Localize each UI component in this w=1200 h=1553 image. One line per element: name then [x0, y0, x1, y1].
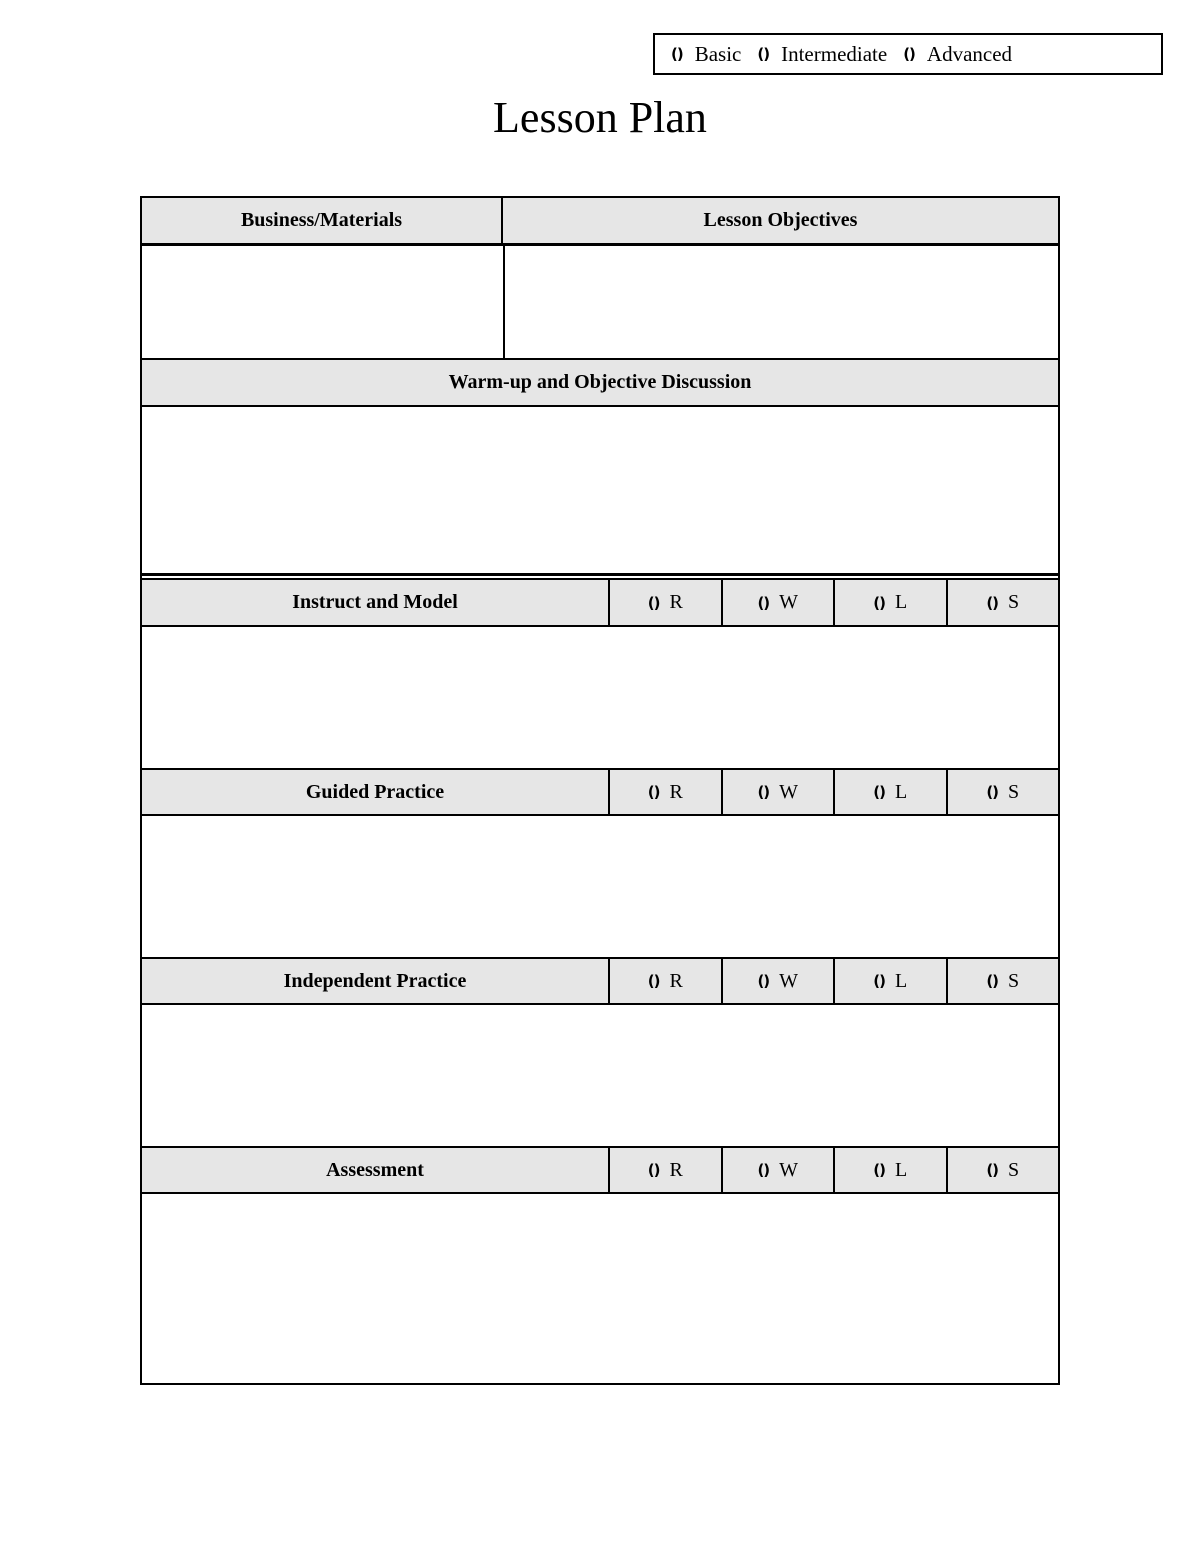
header-row-guided — [142, 770, 1058, 814]
independent-input[interactable] — [142, 1005, 1058, 1146]
guided-skill-w[interactable] — [721, 770, 834, 814]
assessment-skill-w[interactable] — [721, 1148, 834, 1192]
skill-label: L — [895, 591, 908, 613]
page-title: Lesson Plan — [493, 93, 707, 142]
proficiency-level-selector — [653, 33, 1163, 75]
guided-header: Guided Practice — [305, 780, 445, 803]
skill-label: L — [895, 1158, 908, 1181]
radio-icon[interactable]: () — [757, 1161, 770, 1179]
radio-icon[interactable]: () — [647, 972, 660, 990]
radio-icon[interactable]: () — [986, 1161, 999, 1179]
header-row-warmup — [142, 360, 1058, 405]
instruct-header: Instruct and Model — [292, 591, 458, 613]
skill-label: R — [669, 1158, 683, 1181]
independent-skill-r[interactable] — [608, 959, 721, 1003]
business-materials-header: Business/Materials — [142, 198, 503, 243]
skill-label: S — [1008, 1158, 1020, 1181]
header-row-instruct — [142, 580, 1058, 625]
radio-icon[interactable]: () — [757, 45, 770, 63]
assessment-skill-l[interactable] — [833, 1148, 946, 1192]
level-option-intermediate[interactable] — [757, 42, 887, 67]
skill-label: W — [779, 969, 799, 992]
skill-label: S — [1008, 969, 1020, 992]
independent-skill-w[interactable] — [721, 959, 834, 1003]
guided-input[interactable] — [142, 816, 1058, 957]
radio-icon[interactable]: () — [757, 972, 770, 990]
warmup-input[interactable] — [142, 407, 1058, 573]
assessment-skill-r[interactable] — [608, 1148, 721, 1192]
radio-icon[interactable]: () — [986, 783, 999, 801]
instruct-input[interactable] — [142, 627, 1058, 768]
assessment-header: Assessment — [326, 1158, 424, 1181]
radio-icon[interactable]: () — [647, 1161, 660, 1179]
skill-label: R — [669, 969, 683, 992]
level-label-intermediate: Intermediate — [781, 41, 888, 66]
lesson-plan-form — [140, 196, 1060, 1385]
radio-icon[interactable]: () — [671, 45, 683, 63]
independent-skill-l[interactable] — [833, 959, 946, 1003]
level-option-advanced[interactable] — [903, 42, 1012, 67]
header-row-business-objectives — [142, 198, 1058, 243]
instruct-skill-s[interactable] — [946, 580, 1059, 625]
skill-label: R — [669, 780, 683, 803]
radio-icon[interactable]: () — [647, 593, 660, 612]
skill-label: W — [779, 1158, 799, 1181]
level-label-basic: Basic — [694, 41, 742, 66]
business-materials-input[interactable] — [142, 246, 503, 358]
instruct-skill-l[interactable] — [833, 580, 946, 625]
skill-label: L — [895, 780, 908, 803]
guided-skill-s[interactable] — [946, 770, 1059, 814]
header-row-assessment — [142, 1148, 1058, 1192]
radio-icon[interactable]: () — [873, 972, 885, 990]
assessment-skill-s[interactable] — [946, 1148, 1059, 1192]
assessment-input[interactable] — [142, 1194, 1058, 1383]
skill-label: W — [779, 780, 799, 803]
instruct-skill-w[interactable] — [721, 580, 834, 625]
skill-label: L — [895, 969, 908, 992]
level-option-basic[interactable] — [671, 42, 741, 67]
guided-skill-r[interactable] — [608, 770, 721, 814]
independent-header: Independent Practice — [283, 969, 467, 992]
lesson-objectives-input[interactable] — [505, 246, 1058, 358]
skill-label: S — [1008, 780, 1020, 803]
instruct-skill-r[interactable] — [608, 580, 721, 625]
radio-icon[interactable]: () — [873, 783, 885, 801]
skill-label: S — [1008, 591, 1020, 613]
radio-icon[interactable]: () — [757, 783, 770, 801]
lesson-objectives-header: Lesson Objectives — [703, 209, 858, 231]
radio-icon[interactable]: () — [986, 593, 999, 612]
skill-label: R — [669, 591, 683, 613]
level-label-advanced: Advanced — [926, 41, 1013, 66]
warmup-header: Warm-up and Objective Discussion — [448, 371, 752, 393]
radio-icon[interactable]: () — [873, 593, 885, 612]
radio-icon[interactable]: () — [903, 45, 915, 63]
independent-skill-s[interactable] — [946, 959, 1059, 1003]
header-row-independent — [142, 959, 1058, 1003]
radio-icon[interactable]: () — [647, 783, 660, 801]
radio-icon[interactable]: () — [757, 593, 770, 612]
guided-skill-l[interactable] — [833, 770, 946, 814]
radio-icon[interactable]: () — [986, 972, 999, 990]
skill-label: W — [779, 591, 799, 613]
radio-icon[interactable]: () — [873, 1161, 885, 1179]
